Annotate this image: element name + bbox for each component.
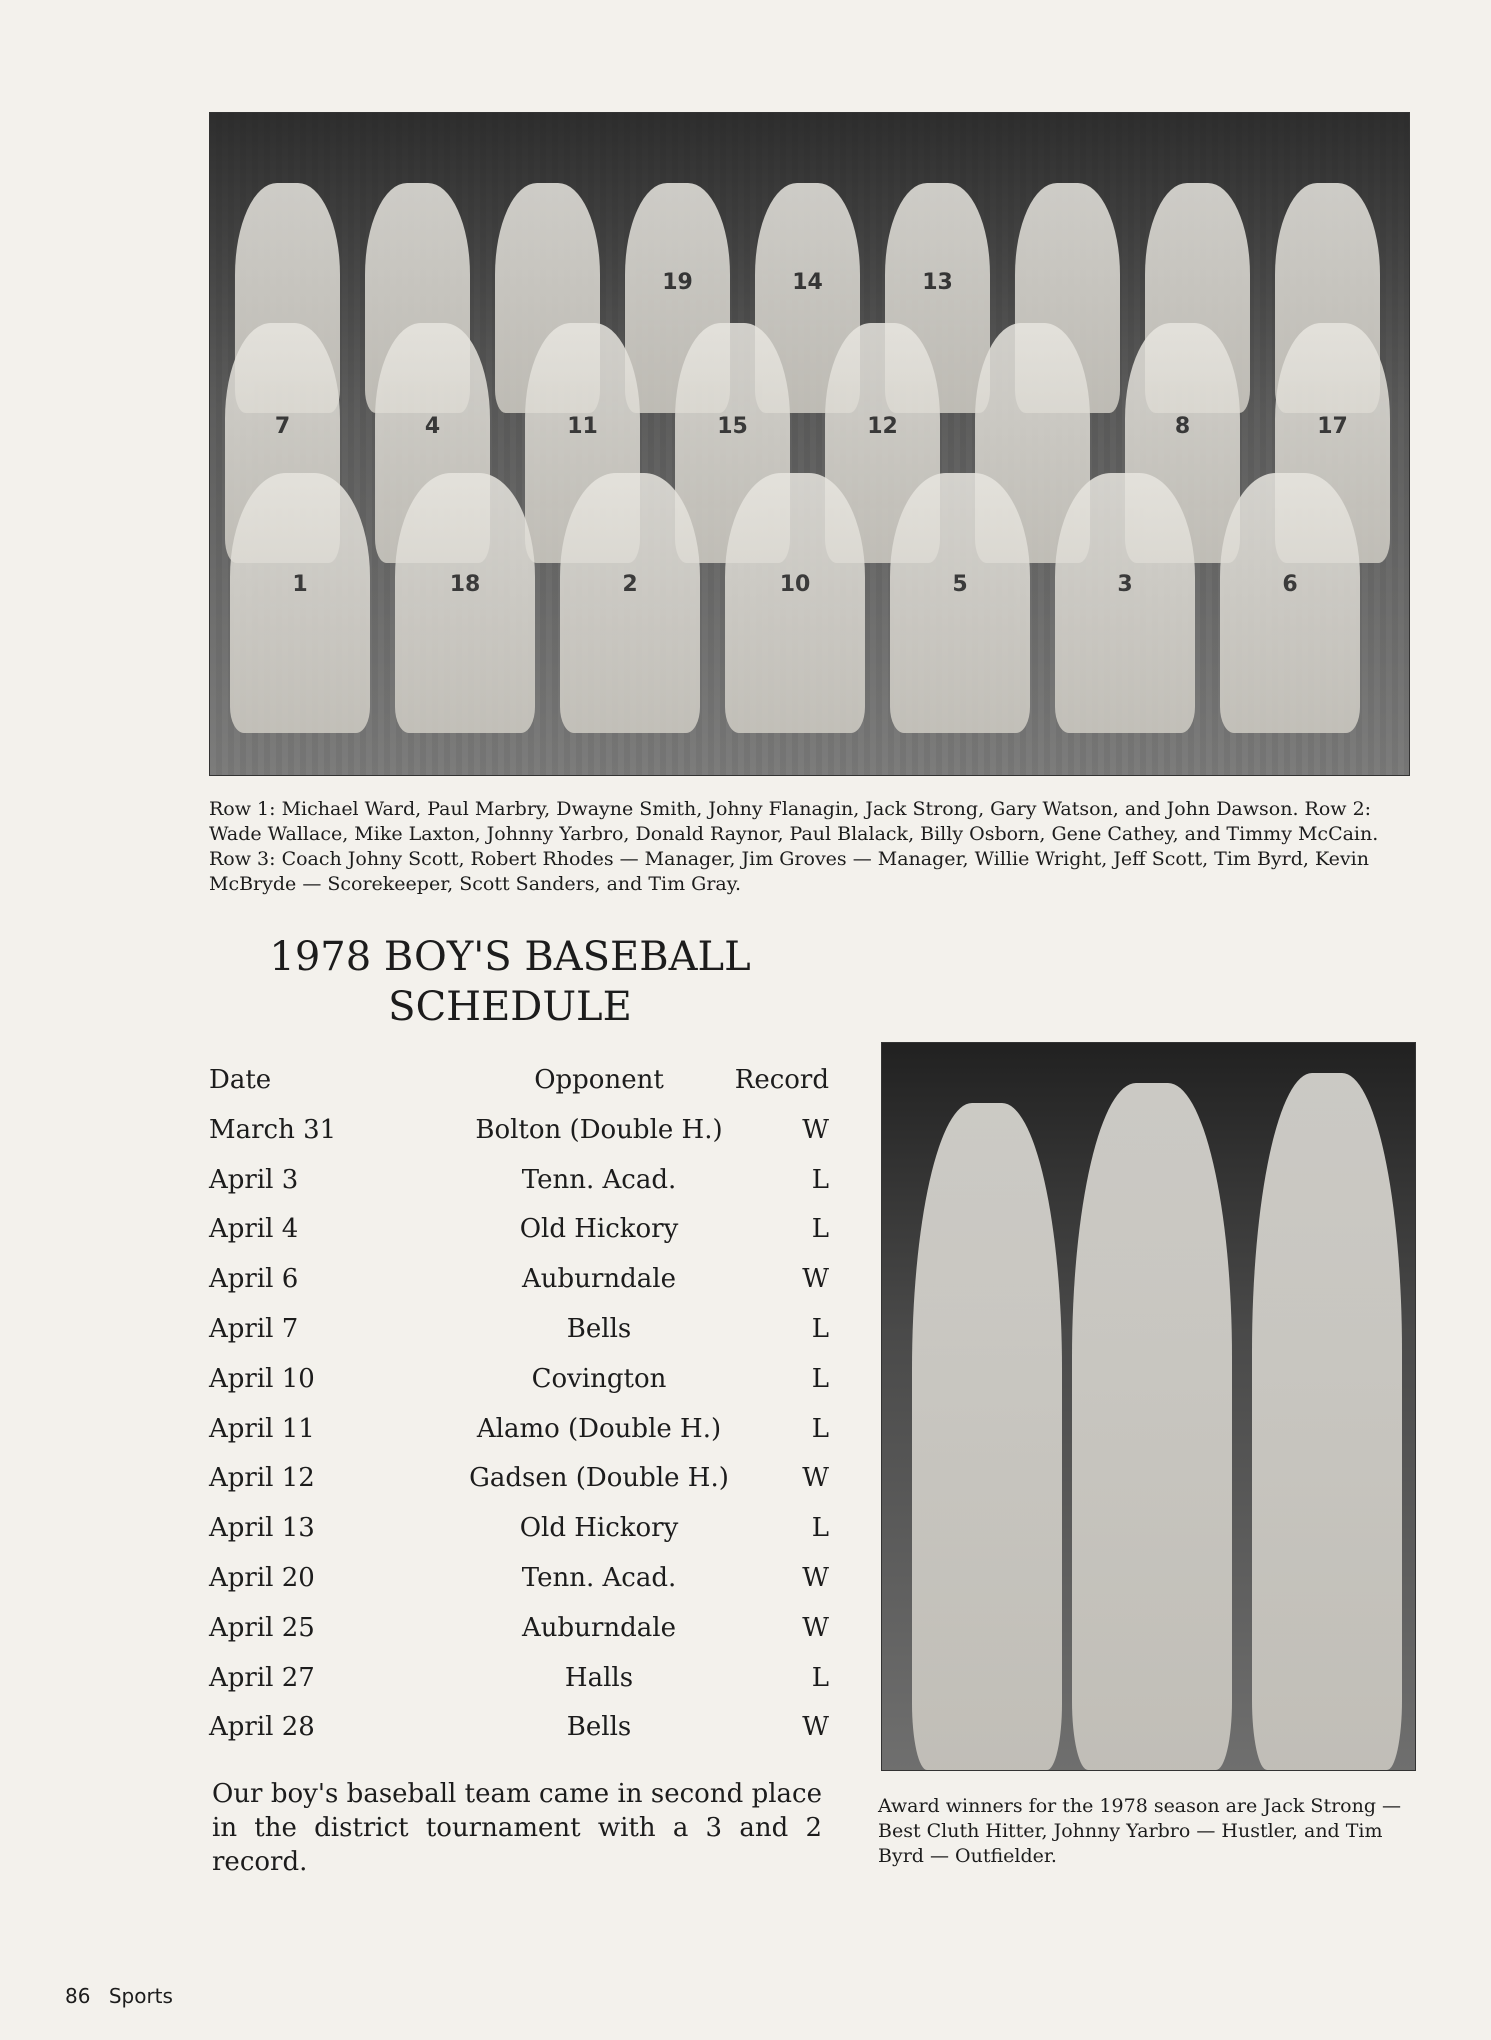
game-opponent: Gadsen (Double H.) — [469, 1463, 729, 1494]
game-date: April 13 — [209, 1513, 315, 1544]
schedule-table — [209, 1065, 829, 1762]
game-date: April 11 — [209, 1413, 315, 1444]
game-opponent: Bells — [566, 1313, 632, 1344]
game-opponent: Halls — [564, 1662, 634, 1693]
game-date: April 20 — [209, 1562, 315, 1593]
game-record: L — [811, 1164, 829, 1195]
game-record: W — [802, 1712, 829, 1743]
game-opponent: Tenn. Acad. — [521, 1164, 677, 1195]
game-opponent: Bells — [566, 1712, 632, 1743]
schedule-heading-line2: SCHEDULE — [388, 984, 632, 1030]
jersey-number: 18 — [449, 571, 481, 597]
schedule-heading — [210, 932, 810, 1032]
game-record: L — [811, 1363, 829, 1394]
jersey-number: 4 — [424, 414, 441, 440]
jersey-number: 13 — [922, 270, 953, 296]
jersey-number: 11 — [567, 414, 598, 440]
schedule-header-row — [209, 1065, 829, 1115]
award-winner-figure — [1252, 1073, 1402, 1770]
team-photo-caption: Row 1: Michael Ward, Paul Marbry, Dwayne Smith, Johny Flanagin, Jack Strong, Gary Watson, and John Dawson. Row 2: Wade Wallace, Mike Laxton, Johnny Yarbro, Donald Raynor, Paul Blalack, Billy Osborn, Gene Cathey, and Timmy McCain. Row 3: Coach Johny Scott, Robert Rhodes — Manager, Jim Groves — Manager, Willie Wright, Jeff Scott, Tim Byrd, Kevin McBryde — Scorekeeper, Scott Sanders, and Tim Gray. — [209, 798, 1379, 895]
season-summary: Our boy's baseball team came in second place in the district tournament with a 3 and 2 record. — [212, 1779, 822, 1877]
page-number: 86 — [65, 1984, 91, 2008]
game-date: April 3 — [209, 1164, 299, 1195]
player-figure — [560, 473, 700, 733]
header-opponent: Opponent — [534, 1065, 664, 1095]
jersey-number: 12 — [867, 414, 898, 440]
game-record: W — [802, 1612, 829, 1643]
section-name: Sports — [108, 1984, 173, 2008]
game-opponent: Bolton (Double H.) — [475, 1114, 723, 1145]
game-record: L — [811, 1214, 829, 1245]
schedule-row — [209, 1165, 829, 1215]
game-date: April 25 — [209, 1612, 315, 1643]
schedule-row — [209, 1613, 829, 1663]
schedule-row — [209, 1513, 829, 1563]
player-figure — [725, 473, 865, 733]
game-date: April 4 — [209, 1214, 299, 1245]
team-photo — [209, 112, 1410, 776]
jersey-number: 3 — [1117, 571, 1133, 597]
jersey-number: 10 — [779, 571, 811, 597]
schedule-row — [209, 1463, 829, 1513]
jersey-number: 19 — [662, 270, 693, 296]
jersey-number: 7 — [274, 414, 291, 440]
schedule-row — [209, 1314, 829, 1364]
game-opponent: Old Hickory — [519, 1513, 679, 1544]
jersey-number: 5 — [952, 571, 968, 597]
game-date: April 27 — [209, 1662, 315, 1693]
schedule-row — [209, 1115, 829, 1165]
schedule-row — [209, 1264, 829, 1314]
player-figure — [230, 473, 370, 733]
schedule-row — [209, 1563, 829, 1613]
game-date: April 7 — [209, 1313, 299, 1344]
player-figure — [395, 473, 535, 733]
game-date: April 12 — [209, 1463, 315, 1494]
award-winner-figure — [912, 1103, 1062, 1770]
header-date: Date — [209, 1065, 272, 1095]
schedule-row — [209, 1414, 829, 1464]
game-opponent: Alamo (Double H.) — [476, 1413, 722, 1444]
game-opponent: Auburndale — [522, 1264, 676, 1295]
game-opponent: Tenn. Acad. — [521, 1562, 677, 1593]
game-record: W — [802, 1264, 829, 1295]
game-opponent: Covington — [531, 1363, 667, 1394]
jersey-number: 14 — [792, 270, 823, 296]
game-record: W — [802, 1562, 829, 1593]
jersey-number: 8 — [1174, 414, 1191, 440]
player-figure — [1055, 473, 1195, 733]
game-record: L — [811, 1513, 829, 1544]
jersey-number: 1 — [292, 571, 308, 597]
jersey-number: 17 — [1317, 414, 1348, 440]
schedule-heading-line1: 1978 BOY'S BASEBALL — [269, 934, 751, 980]
award-photo — [881, 1042, 1416, 1771]
game-record: L — [811, 1662, 829, 1693]
game-date: March 31 — [209, 1114, 337, 1145]
game-date: April 10 — [209, 1363, 315, 1394]
game-record: L — [811, 1313, 829, 1344]
schedule-row — [209, 1364, 829, 1414]
jersey-number: 6 — [1282, 571, 1298, 597]
schedule-rows — [209, 1115, 829, 1762]
award-photo-caption: Award winners for the 1978 season are Jack Strong — Best Cluth Hitter, Johnny Yarbro — Hustler, and Tim Byrd — Outfielder. — [878, 1795, 1402, 1867]
schedule-row — [209, 1712, 829, 1762]
header-record: Record — [734, 1065, 829, 1095]
game-opponent: Auburndale — [522, 1612, 676, 1643]
schedule-row — [209, 1663, 829, 1713]
game-record: W — [802, 1463, 829, 1494]
player-figure — [890, 473, 1030, 733]
schedule-row — [209, 1214, 829, 1264]
jersey-number: 2 — [622, 571, 638, 597]
game-date: April 28 — [209, 1712, 315, 1743]
game-record: W — [802, 1114, 829, 1145]
player-figure — [1220, 473, 1360, 733]
award-winner-figure — [1072, 1083, 1232, 1770]
page-footer — [65, 1984, 185, 2008]
game-date: April 6 — [209, 1264, 299, 1295]
jersey-number: 15 — [717, 414, 748, 440]
game-opponent: Old Hickory — [519, 1214, 679, 1245]
game-record: L — [811, 1413, 829, 1444]
